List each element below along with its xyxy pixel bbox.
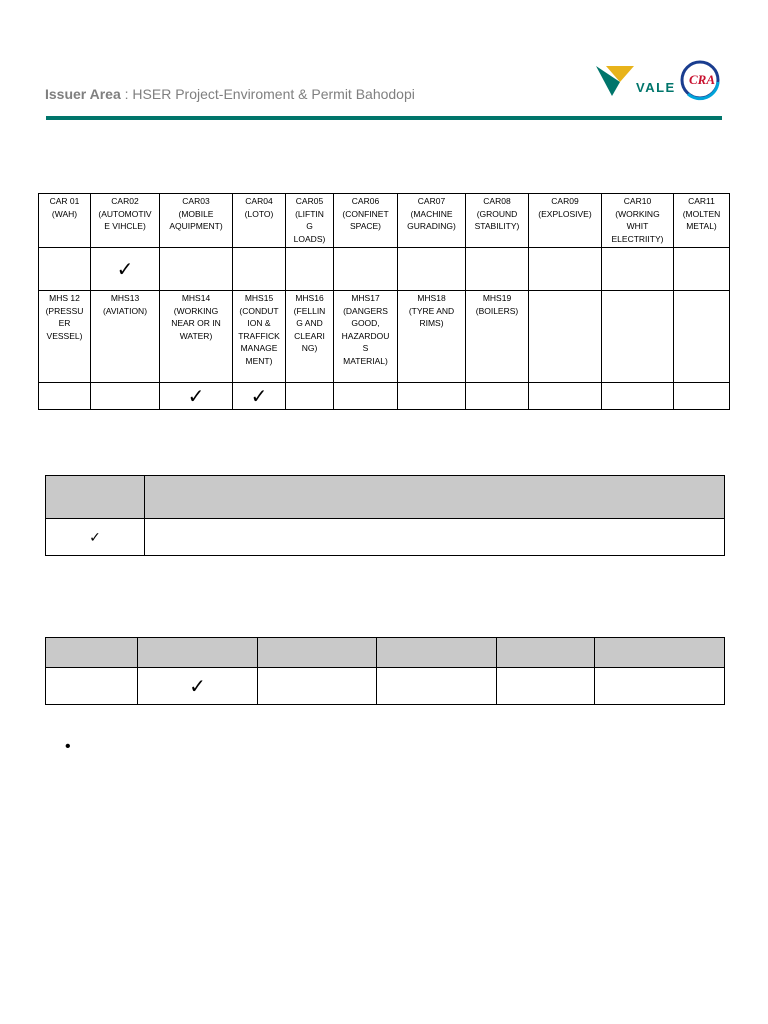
header-cell [497,638,595,668]
check-cell[interactable] [674,383,730,410]
check-cell[interactable] [334,383,398,410]
check-cell[interactable] [674,248,730,291]
check-cell[interactable]: ✓ [138,668,258,705]
header-cell [377,638,497,668]
car-cell: CAR11 (MOLTEN METAL) [674,194,730,248]
mhs-cell: MHS13 (AVIATION) [91,291,160,383]
option-cell[interactable] [258,668,377,705]
cra-logo-text: CRA [689,72,716,87]
mhs-cell: MHS 12 (PRESSU ER VESSEL) [39,291,91,383]
vale-logo [594,62,676,100]
car-label-row [39,194,730,248]
check-cell[interactable]: ✓ [91,248,160,291]
car-cell: CAR03 (MOBILE AQUIPMENT) [160,194,233,248]
mhs-cell: MHS15 (CONDUT ION & TRAFFICK MANAGE MENT) [233,291,286,383]
check-cell[interactable] [160,248,233,291]
check-cell[interactable] [466,248,529,291]
check-cell[interactable] [286,383,334,410]
car-cell: CAR04 (LOTO) [233,194,286,248]
issuer-area-value: HSER Project-Enviroment & Permit Bahodopi [132,86,415,102]
car-cell: CAR10 (WORKING WHIT ELECTRIITY) [602,194,674,248]
header-cell [138,638,258,668]
car-cell: CAR09 (EXPLOSIVE) [529,194,602,248]
selection-table-header [46,476,725,519]
check-cell[interactable] [39,383,91,410]
issuer-area-header [45,86,415,102]
option-cell[interactable] [46,668,138,705]
header-cell [595,638,725,668]
mhs-cell: MHS17 (DANGERS GOOD, HAZARDOU S MATERIAL) [334,291,398,383]
mhs-cell [602,291,674,383]
check-cell[interactable] [233,248,286,291]
check-cell[interactable] [398,248,466,291]
header-cell [46,638,138,668]
header-divider [46,116,722,120]
check-cell[interactable] [529,248,602,291]
car-cell: CAR07 (MACHINE GURADING) [398,194,466,248]
check-cell[interactable] [529,383,602,410]
car-cell: CAR02 (AUTOMOTIV E VIHCLE) [91,194,160,248]
mhs-cell: MHS14 (WORKING NEAR OR IN WATER) [160,291,233,383]
description-cell[interactable] [145,519,725,556]
cra-logo [680,58,726,102]
car-check-row [39,248,730,291]
selection-table-row [46,519,725,556]
issuer-area-label: Issuer Area [45,86,121,102]
mhs-cell: MHS19 (BOILERS) [466,291,529,383]
header-cell [46,476,145,519]
car-cell: CAR08 (GROUND STABILITY) [466,194,529,248]
option-cell[interactable] [595,668,725,705]
option-cell[interactable] [497,668,595,705]
option-cell[interactable] [377,668,497,705]
mhs-cell: MHS16 (FELLIN G AND CLEARI NG) [286,291,334,383]
options-table-header [46,638,725,668]
car-mhs-table [38,193,730,410]
mhs-cell [529,291,602,383]
car-cell: CAR06 (CONFINET SPACE) [334,194,398,248]
mhs-check-row [39,383,730,410]
check-cell[interactable] [91,383,160,410]
check-cell[interactable]: ✓ [46,519,145,556]
check-cell[interactable]: ✓ [233,383,286,410]
bullet-point: • [65,738,71,755]
selection-table [45,475,725,556]
vale-logo-text: VALE [636,80,676,95]
check-cell[interactable] [602,248,674,291]
car-cell: CAR05 (LIFTIN G LOADS) [286,194,334,248]
check-cell[interactable]: ✓ [160,383,233,410]
check-cell[interactable] [39,248,91,291]
mhs-cell [674,291,730,383]
check-cell[interactable] [334,248,398,291]
header-separator: : [120,86,133,102]
check-cell[interactable] [466,383,529,410]
mhs-cell: MHS18 (TYRE AND RIMS) [398,291,466,383]
car-cell: CAR 01 (WAH) [39,194,91,248]
header-cell [145,476,725,519]
check-cell[interactable] [286,248,334,291]
options-table [45,637,725,705]
check-cell[interactable] [602,383,674,410]
mhs-label-row [39,291,730,383]
header-cell [258,638,377,668]
check-cell[interactable] [398,383,466,410]
options-table-row [46,668,725,705]
